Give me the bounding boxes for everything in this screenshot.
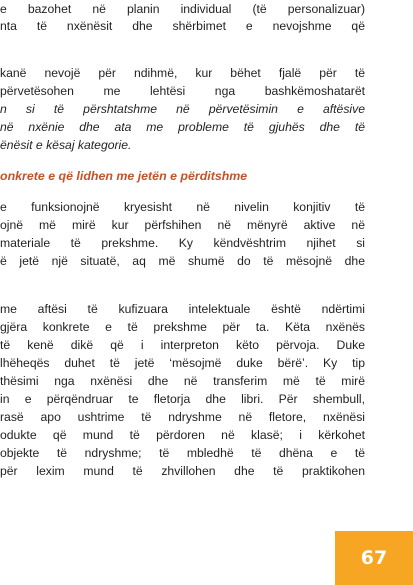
text-line: thësimi nga nxënësi dhe në transferim më të mirë [0,374,365,388]
page-number: 67 [360,547,388,569]
text-line: nta të nxënësit dhe shërbimet e nevojshme që [0,19,365,33]
text-line: objekte të ndryshme; të mbledhë të dhëna e të [0,446,365,460]
text-line: kanë nevojë për ndihmë, kur bëhet fjalë për të [0,66,365,80]
text-line: e bazohet në planin individual (të personalizuar) [0,2,365,16]
text-line: përvetësohen me lehtësi nga bashkëmoshatarët [0,84,365,98]
text-line: rasë apo ushtrime të ndryshme në fletore, nxënësi [0,410,365,424]
text-line: të kenë dikë që i interpreton këto përvoja. Duke [0,338,365,352]
text-line: n si të përshtatshme në përvetësimin e aftësive [0,102,365,116]
text-line: gjëra konkrete e të prekshme për ta. Këta nxënës [0,320,365,334]
text-line: ë jetë një situatë, aq më shumë do të mësojnë dhe [0,254,365,268]
page-number-box [335,531,413,585]
text-line: e funksionojnë kryesisht në nivelin konjitiv të [0,200,365,214]
text-line: ënësit e kësaj kategorie. [0,138,132,152]
text-line: në nxënie dhe ata me probleme të gjuhës dhe të [0,120,365,134]
text-line: odukte që mund të përdoren në klasë; i kërkohet [0,428,365,442]
text-line: in e përqëndruar te fletorja dhe libri. Për shembull, [0,392,365,406]
text-line: materiale të prekshme. Ky këndvështrim njihet si [0,236,365,250]
text-line: lhëheqës duhet të jetë ‘mësojmë duke bërë’. Ky tip [0,356,365,370]
section-heading: onkrete e që lidhen me jetën e përditshme [0,169,248,183]
text-line: për lexim mund të zhvillohen dhe të praktikohen [0,464,365,478]
text-line: ojnë më mirë kur përfshihen në mënyrë aktive në [0,218,365,232]
text-line: me aftësi të kufizuara intelektuale është ndërtimi [0,302,365,316]
